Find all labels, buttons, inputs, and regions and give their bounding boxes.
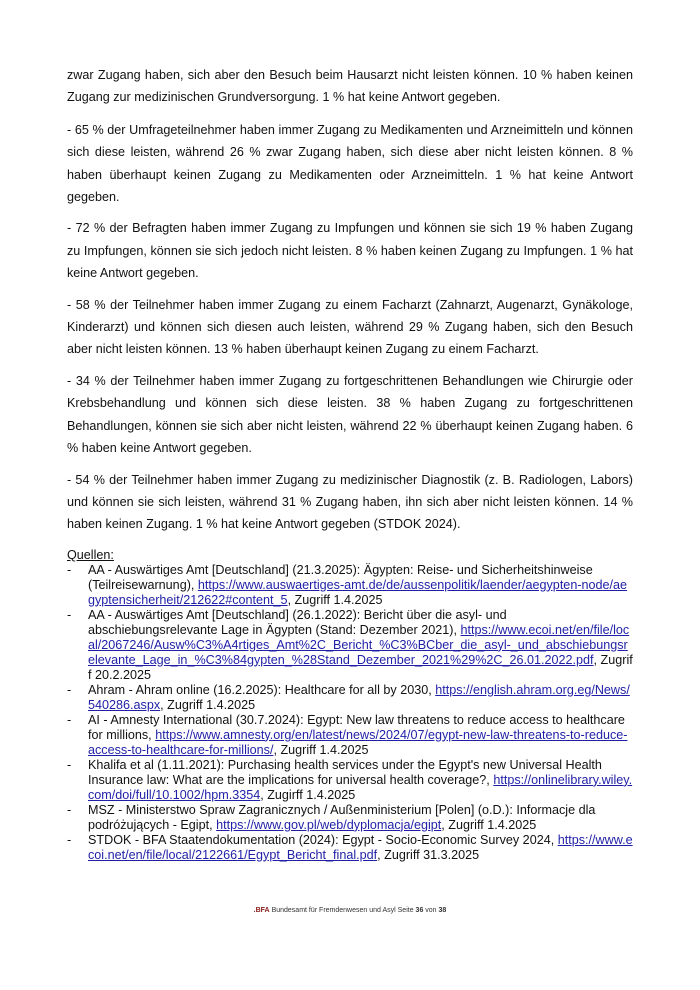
source-link[interactable]: https://www.gov.pl/web/dyplomacja/egipt	[216, 817, 442, 832]
source-link[interactable]: https://english.ahram.org.eg/News/540286.aspx	[88, 682, 630, 712]
source-text: AA - Auswärtiges Amt [Deutschland] (26.1.2022): Bericht über die asyl- und abschiebungsrelevante Lage in Ägypten (Stand: Dezember 2021),	[88, 607, 507, 637]
source-access-date: , Zugriff 1.4.2025	[160, 697, 256, 712]
source-text: Ahram - Ahram online (16.2.2025): Healthcare for all by 2030,	[88, 682, 436, 697]
source-access-date: , Zugriff 1.4.2025	[287, 592, 383, 607]
source-text: MSZ - Ministerstwo Spraw Zagranicznych / Außenministerium [Polen] (o.D.): Informacje dla podróżujących - Egipt,	[88, 802, 596, 832]
bullet-dash: -	[67, 802, 72, 817]
bullet-dash: -	[67, 757, 72, 772]
bullet-dash: -	[67, 682, 72, 697]
source-link[interactable]: https://www.auswaertiges-amt.de/de/aussenpolitik/laender/aegypten-node/aegyptensicherheit/212622#content_5	[88, 577, 628, 607]
body-paragraph: - 72 % der Befragten haben immer Zugang zu Impfungen und können sie sich 19 % haben Zugang zu Impfungen, können sie sich jedoch nicht leisten. 8 % haben keinen Zugang zu Impfungen. 1 % hat keine Antwort gegeben.	[67, 221, 633, 281]
source-access-date: , Zugriff 20.2.2025	[88, 652, 633, 682]
source-access-date: , Zugirff 1.4.2025	[260, 787, 356, 802]
page-total: 38	[438, 907, 447, 914]
source-text: AI - Amnesty International (30.7.2024): Egypt: New law threatens to reduce access to healthcare for millions,	[88, 712, 625, 742]
source-item	[67, 713, 633, 758]
source-access-date: , Zugriff 1.4.2025	[441, 817, 537, 832]
page-number: 36	[415, 907, 424, 914]
page-footer	[0, 907, 700, 914]
source-access-date: , Zugriff 1.4.2025	[273, 742, 369, 757]
body-paragraph: zwar Zugang haben, sich aber den Besuch beim Hausarzt nicht leisten können. 10 % haben keinen Zugang zur medizinischen Grundversorgung. 1 % hat keine Antwort gegeben.	[67, 68, 633, 105]
source-link[interactable]: https://www.amnesty.org/en/latest/news/2024/07/egypt-new-law-threatens-to-reduce-access-to-healthcare-for-millions/	[88, 727, 628, 757]
source-link[interactable]: https://www.ecoi.net/en/file/local/2067246/Ausw%C3%A4rtiges_Amt%2C_Bericht_%C3%BCber_die_asyl-_und_abschiebungsrelevante_Lage_in_%C3%84gypten_%28Stand_Dezember_2021%29%2C_26.01.2022.pdf	[88, 622, 630, 667]
bullet-dash: -	[67, 607, 72, 622]
source-item	[67, 563, 633, 608]
bullet-dash: -	[67, 832, 72, 847]
source-item	[67, 608, 633, 683]
sources-heading: Quellen:	[67, 547, 114, 562]
source-text: STDOK - BFA Staatendokumentation (2024): Egypt - Socio-Economic Survey 2024,	[88, 832, 558, 847]
source-link[interactable]: https://www.ecoi.net/en/file/local/2122661/Egypt_Bericht_final.pdf	[88, 832, 633, 862]
source-text: Khalifa et al (1.11.2021): Purchasing health services under the Egypt's new Universal Health Insurance law: What are the implications for universal health coverage?,	[88, 757, 602, 787]
source-item	[67, 683, 633, 713]
source-access-date: , Zugriff 31.3.2025	[377, 847, 480, 862]
bullet-dash: -	[67, 712, 72, 727]
source-text: AA - Auswärtiges Amt [Deutschland] (21.3.2025): Ägypten: Reise- und Sicherheitshinweise (Teilreisewarnung),	[88, 562, 593, 592]
footer-org: Bundesamt für Fremdenwesen und Asyl Seite	[269, 907, 416, 914]
footer-of: von	[423, 907, 439, 914]
body-paragraph: - 58 % der Teilnehmer haben immer Zugang zu einem Facharzt (Zahnarzt, Augenarzt, Gynäkologe, Kinderarzt) und können sich diesen auch leisten, während 29 % Zugang haben, sich den Besuch aber nicht leisten können. 13 % haben überhaupt keinen Zugang zu einem Facharzt.	[67, 297, 633, 357]
body-paragraph: - 65 % der Umfrageteilnehmer haben immer Zugang zu Medikamenten und Arzneimitteln und können sich diese leisten, während 26 % zwar Zugang haben, sich diese aber nicht leisten können. 8 % haben überhaupt keinen Zugang zu Medikamenten oder Arzneimitteln. 1 % hat keine Antwort gegeben.	[67, 122, 633, 205]
document-page	[67, 64, 633, 863]
source-item	[67, 758, 633, 803]
source-item	[67, 803, 633, 833]
bfa-logo: .BFA	[253, 907, 270, 914]
source-item	[67, 833, 633, 863]
bullet-dash: -	[67, 562, 72, 577]
body-paragraph: - 34 % der Teilnehmer haben immer Zugang zu fortgeschrittenen Behandlungen wie Chirurgie oder Krebsbehandlung und können sich diese leisten. 38 % haben Zugang zu fortgeschrittenen Behandlungen, können sie sich aber nicht leisten, während 22 % überhaupt keinen Zugang haben. 6 % haben keine Antwort gegeben.	[67, 373, 633, 456]
sources-list	[67, 563, 633, 863]
body-paragraph: - 54 % der Teilnehmer haben immer Zugang zu medizinischer Diagnostik (z. B. Radiologen, Labors) und können sie sich leisten, während 31 % Zugang haben, ihn sich aber nicht leisten können. 14 % haben keinen Zugang. 1 % hat keine Antwort gegeben (STDOK 2024).	[67, 472, 633, 532]
source-link[interactable]: https://onlinelibrary.wiley.com/doi/full/10.1002/hpm.3354	[88, 772, 633, 802]
